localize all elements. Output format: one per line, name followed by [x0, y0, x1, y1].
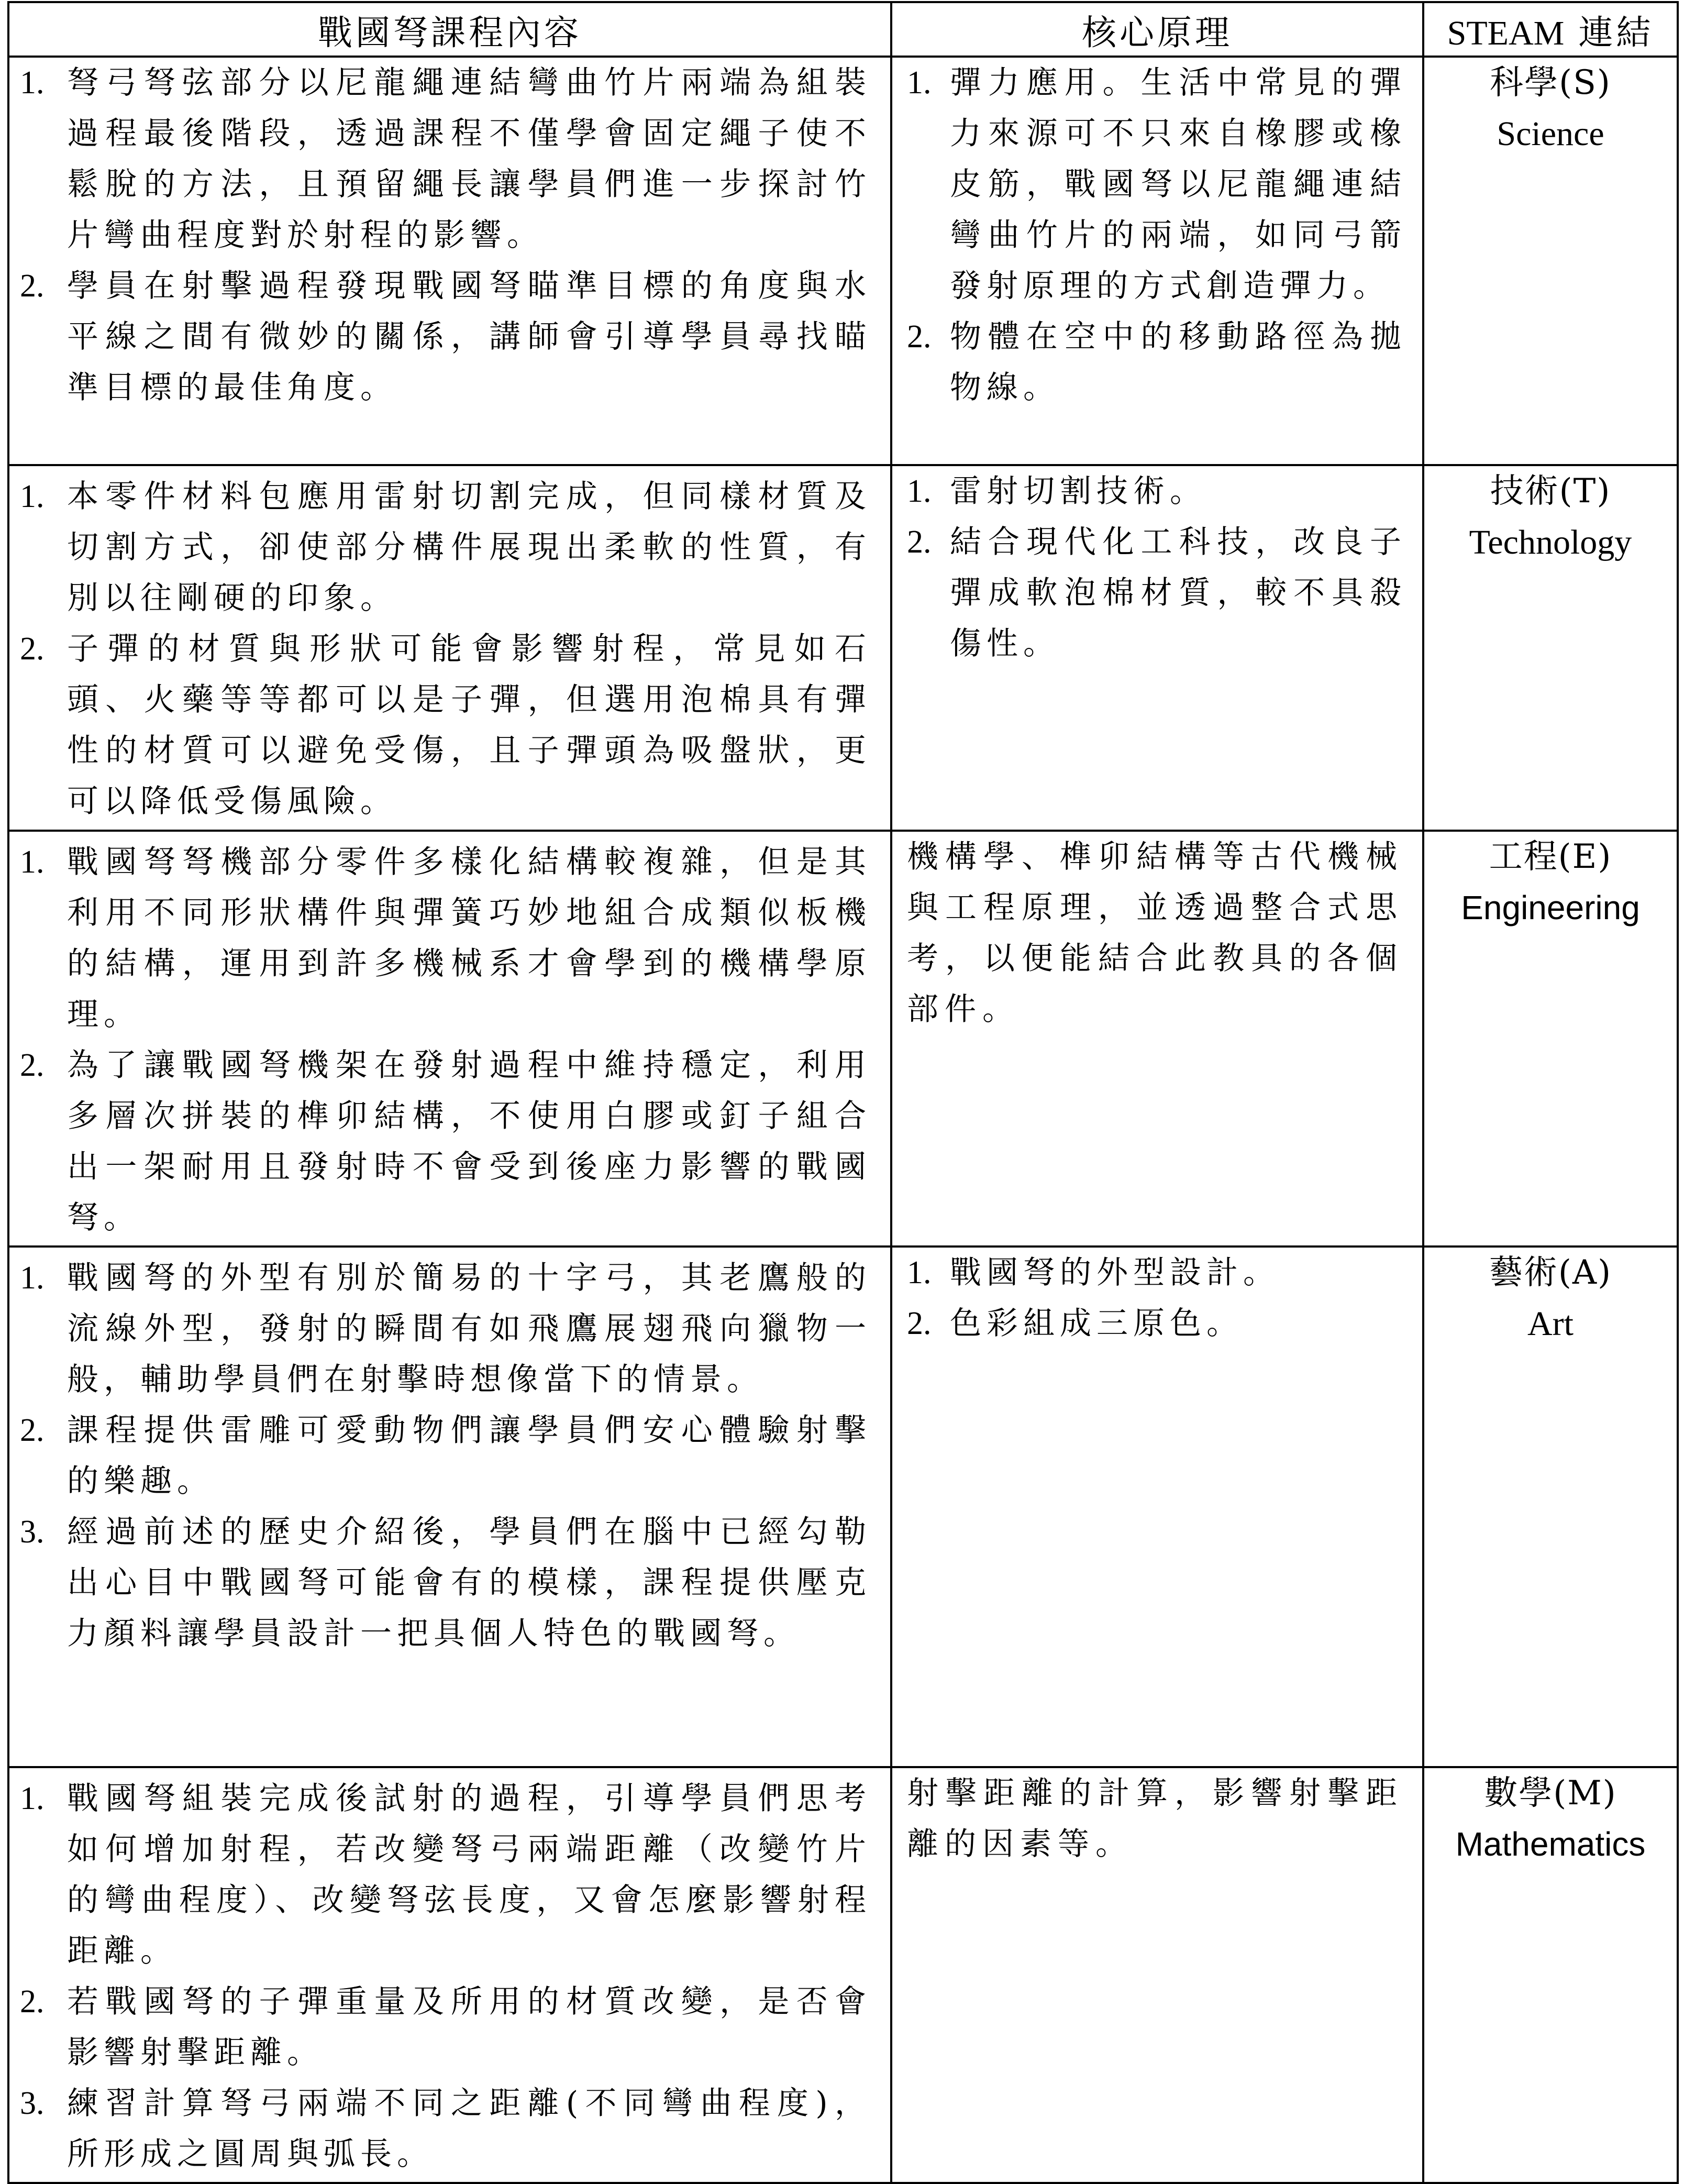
list-number: 1.: [20, 479, 45, 514]
list-number: 1.: [20, 844, 45, 880]
header-steam-link: [1423, 2, 1678, 57]
steam-category-zh: 藝術(A): [1489, 1253, 1612, 1292]
course-content-cell: [8, 465, 891, 831]
steam-link-cell: [1423, 831, 1678, 1247]
steam-link-cell: [1423, 57, 1678, 465]
core-principle-cell: [891, 57, 1423, 465]
header-steam-latin: STEAM: [1447, 14, 1565, 52]
steam-category-en: Art: [1527, 1305, 1574, 1343]
table-row-technology: [8, 465, 1678, 831]
steam-link-cell: [1423, 1767, 1678, 2183]
list-text: 色彩組成三原色。: [950, 1305, 1243, 1342]
core-principle-cell: [891, 1767, 1423, 2183]
principle-paragraph: 機構學、榫卯結構等古代機械與工程原理，並透過整合式思考，以便能結合此教具的各個部件。: [907, 839, 1403, 1028]
course-content-cell: [8, 831, 891, 1247]
steam-link-cell: [1423, 465, 1678, 831]
list-number: 1.: [907, 473, 932, 509]
list-text: 彈力應用。生活中常見的彈力來源可不只來自橡膠或橡皮筋，戰國弩以尼龍繩連結彎曲竹片的兩端，如同弓箭發射原理的方式創造彈力。: [950, 64, 1406, 304]
course-content-cell: [8, 1767, 891, 2183]
list-item: [9, 261, 890, 413]
list-item: [9, 1773, 890, 1977]
list-item: [9, 1405, 890, 1507]
list-number: 3.: [20, 1514, 45, 1550]
list-number: 1.: [20, 1260, 45, 1296]
list-text: 戰國弩組裝完成後試射的過程，引導學員們思考如何增加射程，若改變弩弓兩端距離（改變竹片的彎曲程度）、改變弩弦長度，又會怎麼影響射程距離。: [67, 1780, 871, 1969]
core-principle-cell: [891, 1247, 1423, 1767]
steam-category-en: Technology: [1469, 523, 1632, 561]
list-item: [9, 1507, 890, 1659]
steam-category-zh: 工程(E): [1489, 837, 1612, 876]
list-item: [9, 2078, 890, 2180]
list-text: 弩弓弩弦部分以尼龍繩連結彎曲竹片兩端為組裝過程最後階段，透過課程不僅學會固定繩子使不鬆脫的方法，且預留繩長讓學員們進一步探討竹片彎曲程度對於射程的影響。: [67, 64, 871, 253]
list-text: 學員在射擊過程發現戰國弩瞄準目標的角度與水平線之間有微妙的關係，講師會引導學員尋找瞄準目標的最佳角度。: [67, 268, 871, 406]
table-row-mathematics: [8, 1767, 1678, 2183]
principle-paragraph: 射擊距離的計算，影響射擊距離的因素等。: [907, 1775, 1403, 1862]
list-item: [892, 1298, 1422, 1349]
list-text: 課程提供雷雕可愛動物們讓學員們安心體驗射擊的樂趣。: [67, 1412, 871, 1499]
steam-link-cell: [1423, 1247, 1678, 1767]
list-number: 3.: [20, 2086, 45, 2121]
list-item: [9, 1977, 890, 2078]
list-number: 1.: [907, 1255, 932, 1290]
list-number: 1.: [20, 65, 45, 101]
list-item: [9, 471, 890, 624]
course-content-cell: [8, 57, 891, 465]
list-item: [9, 837, 890, 1040]
table-row-science: [8, 57, 1678, 465]
list-text: 為了讓戰國弩機架在發射過程中維持穩定，利用多層次拼裝的榫卯結構，不使用白膠或釘子組合出一架耐用且發射時不會受到後座力影響的戰國弩。: [67, 1047, 871, 1236]
header-steam-zh: 連結: [1578, 12, 1654, 53]
list-item: [892, 1248, 1422, 1298]
steam-category-zh: 技術(T): [1490, 472, 1611, 511]
list-item: [9, 1253, 890, 1405]
list-number: 2.: [20, 1413, 45, 1448]
list-number: 2.: [907, 524, 932, 560]
list-number: 1.: [20, 1781, 45, 1816]
list-item: [892, 312, 1422, 413]
list-item: [9, 1040, 890, 1243]
list-item: [892, 517, 1422, 669]
list-text: 雷射切割技術。: [950, 473, 1206, 510]
course-content-cell: [8, 1247, 891, 1767]
steam-category-en: Science: [1497, 115, 1604, 153]
list-number: 2.: [20, 631, 45, 667]
list-number: 2.: [20, 1047, 45, 1083]
table-row-engineering: [8, 831, 1678, 1247]
list-text: 物體在空中的移動路徑為拋物線。: [950, 318, 1406, 406]
list-text: 戰國弩弩機部分零件多樣化結構較複雜，但是其利用不同形狀構件與彈簧巧妙地組合成類似板機的結構，運用到許多機械系才會學到的機構學原理。: [67, 844, 871, 1033]
list-text: 若戰國弩的子彈重量及所用的材質改變，是否會影響射擊距離。: [67, 1983, 871, 2071]
steam-category-zh: 科學(S): [1490, 63, 1611, 102]
list-number: 2.: [907, 319, 932, 355]
core-principle-cell: [891, 465, 1423, 831]
list-text: 戰國弩的外型設計。: [950, 1254, 1280, 1291]
list-item: [9, 624, 890, 827]
table-header-row: [8, 2, 1678, 57]
steam-course-table: [7, 1, 1679, 2184]
list-text: 本零件材料包應用雷射切割完成，但同樣材質及切割方式，卻使部分構件展現出柔軟的性質，有別以往剛硬的印象。: [67, 478, 871, 616]
steam-category-en: Mathematics: [1455, 1825, 1646, 1863]
list-number: 1.: [907, 65, 932, 101]
header-course-content: 戰國弩課程內容: [8, 2, 891, 57]
list-number: 2.: [907, 1306, 932, 1341]
steam-category-zh: 數學(M): [1484, 1774, 1617, 1813]
list-item: [9, 58, 890, 261]
core-principle-cell: [891, 831, 1423, 1247]
list-item: [892, 58, 1422, 312]
steam-category-en: Engineering: [1461, 889, 1640, 926]
table-row-art: [8, 1247, 1678, 1767]
list-text: 子彈的材質與形狀可能會影響射程，常見如石頭、火藥等等都可以是子彈，但選用泡棉具有彈性的材質可以避免受傷，且子彈頭為吸盤狀，更可以降低受傷風險。: [67, 631, 871, 820]
list-number: 2.: [20, 1984, 45, 2020]
list-text: 結合現代化工科技，改良子彈成軟泡棉材質，較不具殺傷性。: [950, 524, 1406, 662]
list-text: 經過前述的歷史介紹後，學員們在腦中已經勾勒出心目中戰國弩可能會有的模樣，課程提供壓克力顏料讓學員設計一把具個人特色的戰國弩。: [67, 1514, 871, 1652]
list-item: [892, 466, 1422, 517]
list-text: 戰國弩的外型有別於簡易的十字弓，其老鷹般的流線外型，發射的瞬間有如飛鷹展翅飛向獵物一般，輔助學員們在射擊時想像當下的情景。: [67, 1260, 871, 1398]
list-text: 練習計算弩弓兩端不同之距離(不同彎曲程度)，所形成之圓周與弧長。: [67, 2085, 871, 2172]
list-number: 2.: [20, 268, 45, 304]
header-core-principle: 核心原理: [891, 2, 1423, 57]
